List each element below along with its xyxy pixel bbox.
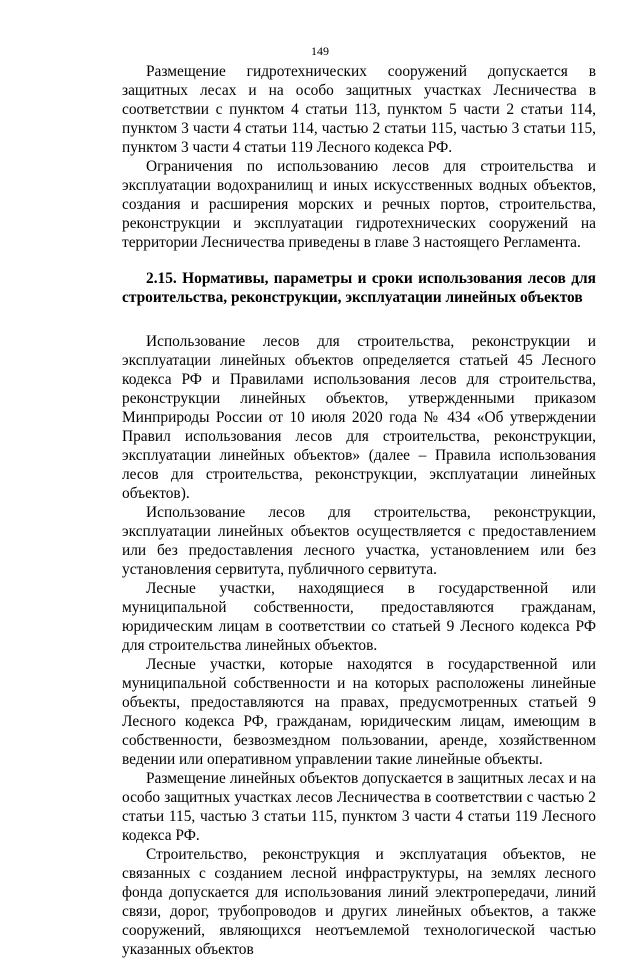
- paragraph: Лесные участки, находящиеся в государственной или муниципальной собственности, предоставляются гражданам, юридическим лицам в соответствии со статьей 9 Лесного кодекса РФ для строительства линейных объектов.: [122, 580, 596, 654]
- paragraph: Ограничения по использованию лесов для строительства и эксплуатации водохранилищ и иных искусственных водных объектов, создания и расширения морских и речных портов, строительства, реконструкции и эксплуатации гидротехнических сооружений на территории Лесничества приведены в главе 3 настоящего Регламента.: [122, 158, 596, 251]
- paragraph: Лесные участки, которые находятся в государственной или муниципальной собственности и на которых расположены линейные объекты, предоставляются на правах, предусмотренных статьей 9 Лесного кодекса РФ, гражданам, юридическим лицам, имеющим в собственности, безвозмездном пользовании, аренде, хозяйственном ведении или оперативном управлении такие линейные объекты.: [122, 656, 596, 768]
- section-heading: 2.15. Нормативы, параметры и сроки использования лесов для строительства, реконструкции, эксплуатации линейных объектов: [122, 270, 596, 306]
- page-number: 149: [311, 44, 329, 58]
- document-body: [122, 62, 596, 959]
- paragraph: Использование лесов для строительства, реконструкции, эксплуатации линейных объектов осуществляется с предоставлением или без предоставления лесного участка, установлением или без установления сервитута, публичного сервитута.: [122, 504, 596, 578]
- paragraph: Использование лесов для строительства, реконструкции и эксплуатации линейных объектов определяется статьей 45 Лесного кодекса РФ и Правилами использования лесов для строительства, реконструкции линейных объектов, утвержденными приказом Минприроды России от 10 июля 2020 года № 434 «Об утверждении Правил использования лесов для строительства, реконструкции, эксплуатации линейных объектов» (далее – Правила использования лесов для строительства, реконструкции, эксплуатации линейных объектов).: [122, 333, 596, 502]
- paragraph: Строительство, реконструкция и эксплуатация объектов, не связанных с созданием лесной инфраструктуры, на землях лесного фонда допускается для использования линий электропередачи, линий связи, дорог, трубопроводов и других линейных объектов, а также сооружений, являющихся неотъемлемой технологической частью указанных объектов: [122, 846, 596, 958]
- paragraph: Размещение линейных объектов допускается в защитных лесах и на особо защитных участках лесов Лесничества в соответствии с частью 2 статьи 115, частью 3 статьи 115, пунктом 3 части 4 статьи 119 Лесного кодекса РФ.: [122, 770, 596, 844]
- paragraph: Размещение гидротехнических сооружений допускается в защитных лесах и на особо защитных участках Лесничества в соответствии с пунктом 4 статьи 113, пунктом 5 части 2 статьи 114, пунктом 3 части 4 статьи 114, частью 2 статьи 115, частью 3 статьи 115, пунктом 3 части 4 статьи 119 Лесного кодекса РФ.: [122, 63, 596, 156]
